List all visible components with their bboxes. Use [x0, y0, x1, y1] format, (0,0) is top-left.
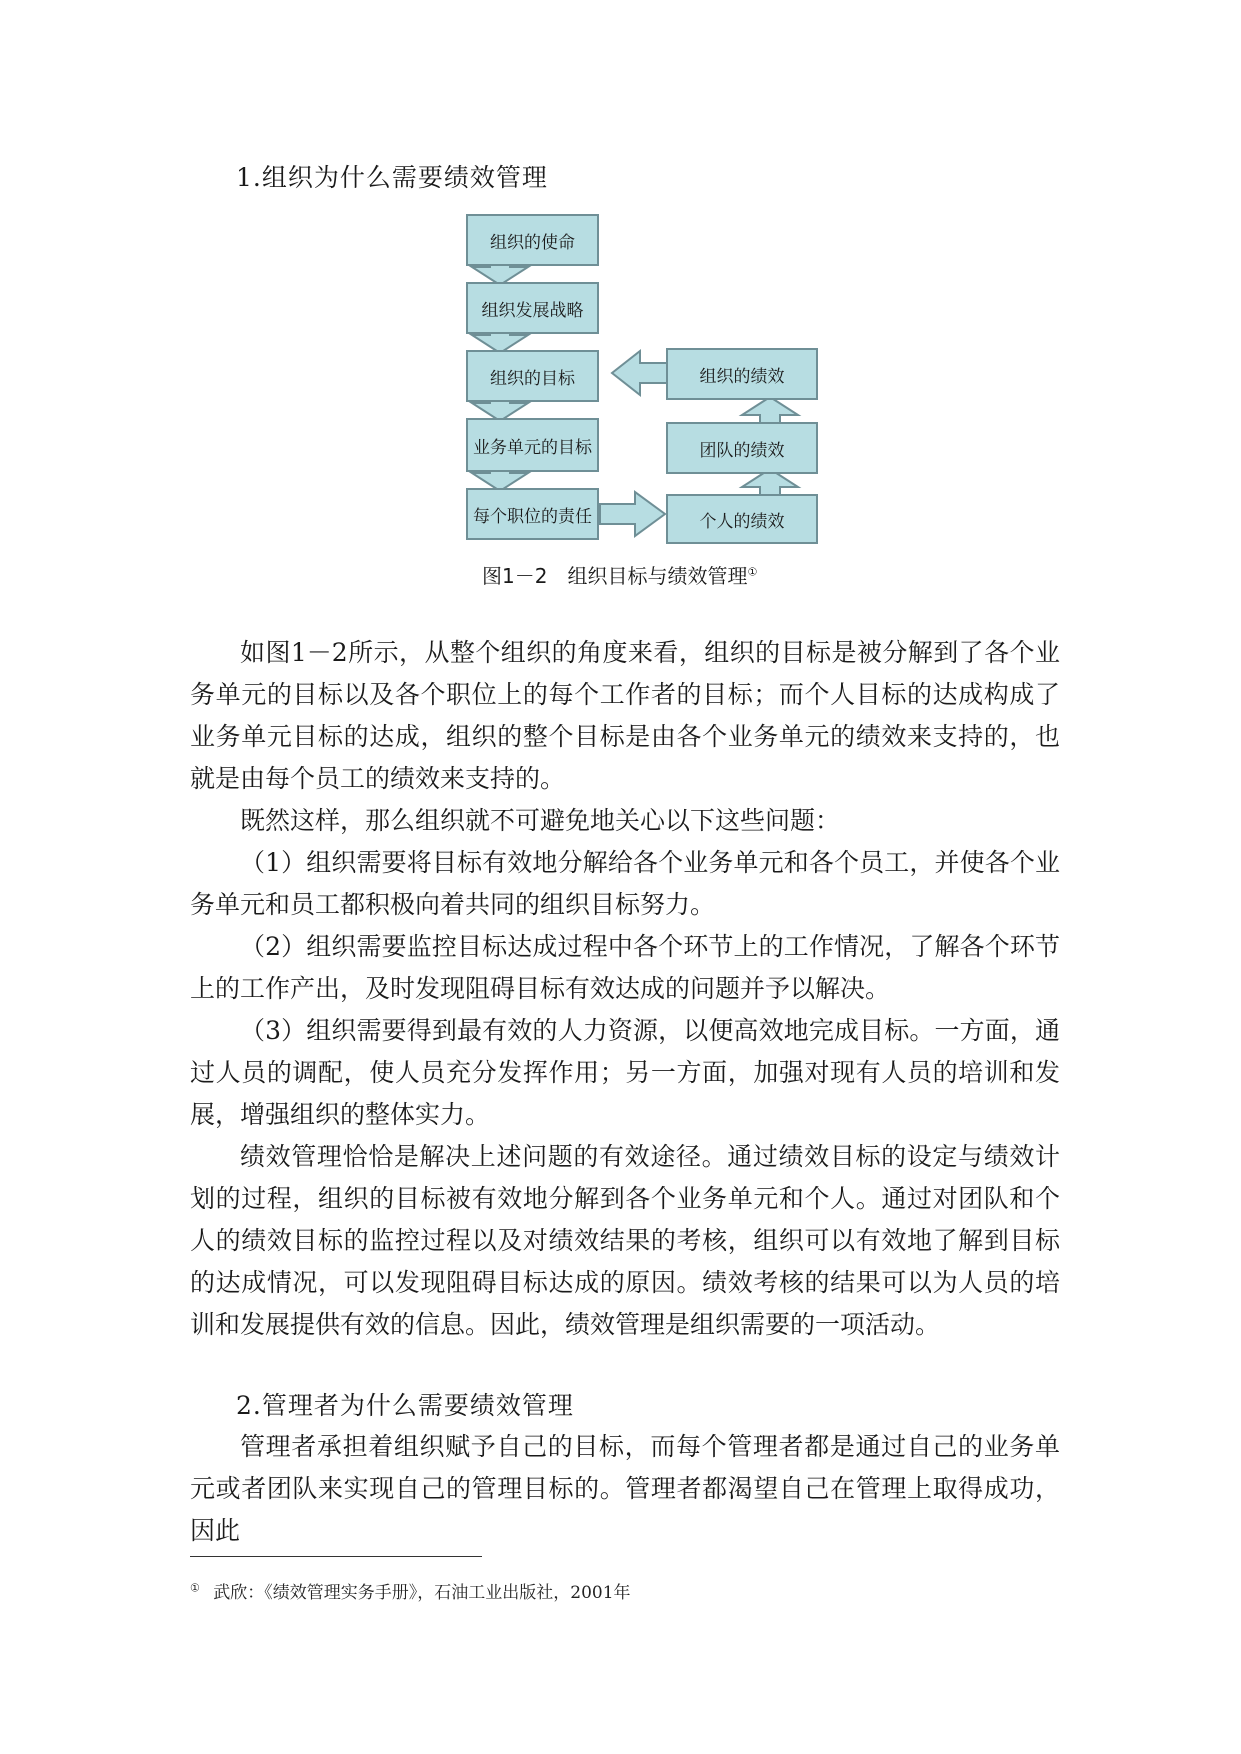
- arrow-right: [600, 492, 665, 536]
- box-position-duty: 每个职位的责任: [466, 488, 599, 540]
- footnote-text: 武欣：《绩效管理实务手册》，石油工业出版社，2001年: [213, 1583, 631, 1603]
- paragraph: 管理者承担着组织赋予自己的目标，而每个管理者都是通过自己的业务单元或者团队来实现自己的管理目标的。管理者都渴望自己在管理上取得成功，因此: [190, 1432, 1060, 1545]
- box-org-mission: 组织的使命: [466, 214, 599, 266]
- figure-caption: [482, 560, 757, 589]
- box-team-performance: 团队的绩效: [666, 422, 818, 474]
- box-org-goal: 组织的目标: [466, 350, 599, 402]
- paragraph: （3）组织需要得到最有效的人力资源，以便高效地完成目标。一方面，通过人员的调配，使人员充分发挥作用；另一方面，加强对现有人员的培训和发展，增强组织的整体实力。: [190, 1016, 1060, 1129]
- paragraph: 绩效管理恰恰是解决上述问题的有效途径。通过绩效目标的设定与绩效计划的过程，组织的目标被有效地分解到各个业务单元和个人。通过对团队和个人的绩效目标的监控过程以及对绩效结果的考核，组织可以有效地了解到目标的达成情况，可以发现阻碍目标达成的原因。绩效考核的结果可以为人员的培训和发展提供有效的信息。因此，绩效管理是组织需要的一项活动。: [190, 1142, 1060, 1339]
- section-heading: 1.组织为什么需要绩效管理: [236, 163, 548, 192]
- box-org-performance: 组织的绩效: [666, 348, 818, 400]
- paragraph: 既然这样，那么组织就不可避免地关心以下这些问题：: [240, 806, 841, 835]
- arrow-up-1: [742, 397, 798, 425]
- box-org-strategy: 组织发展战略: [466, 282, 599, 334]
- paragraph: （2）组织需要监控目标达成过程中各个环节上的工作情况，了解各个环节上的工作产出，及时发现阻碍目标有效达成的问题并予以解决。: [190, 932, 1060, 1003]
- footnote-divider: [190, 1556, 482, 1557]
- box-unit-goal: 业务单元的目标: [466, 418, 599, 472]
- figure-caption-text: 图1－2 组织目标与绩效管理: [482, 564, 748, 588]
- paragraph: （1）组织需要将目标有效地分解给各个业务单元和各个员工，并使各个业务单元和员工都积极向着共同的组织目标努力。: [190, 848, 1060, 919]
- body-text-2: [190, 1426, 1060, 1552]
- footnote: [190, 1578, 631, 1603]
- paragraph: 如图1－2所示，从整个组织的角度来看，组织的目标是被分解到了各个业务单元的目标以及各个职位上的每个工作者的目标；而个人目标的达成构成了业务单元目标的达成，组织的整个目标是由各个业务单元的绩效来支持的，也就是由每个员工的绩效来支持的。: [190, 638, 1060, 793]
- footnote-ref: ①: [747, 565, 758, 579]
- arrow-left: [612, 351, 673, 395]
- section-heading-2: 2.管理者为什么需要绩效管理: [236, 1391, 574, 1420]
- box-individual-performance: 个人的绩效: [666, 494, 818, 544]
- body-text: [190, 632, 1060, 1346]
- footnote-mark: ①: [190, 1581, 200, 1595]
